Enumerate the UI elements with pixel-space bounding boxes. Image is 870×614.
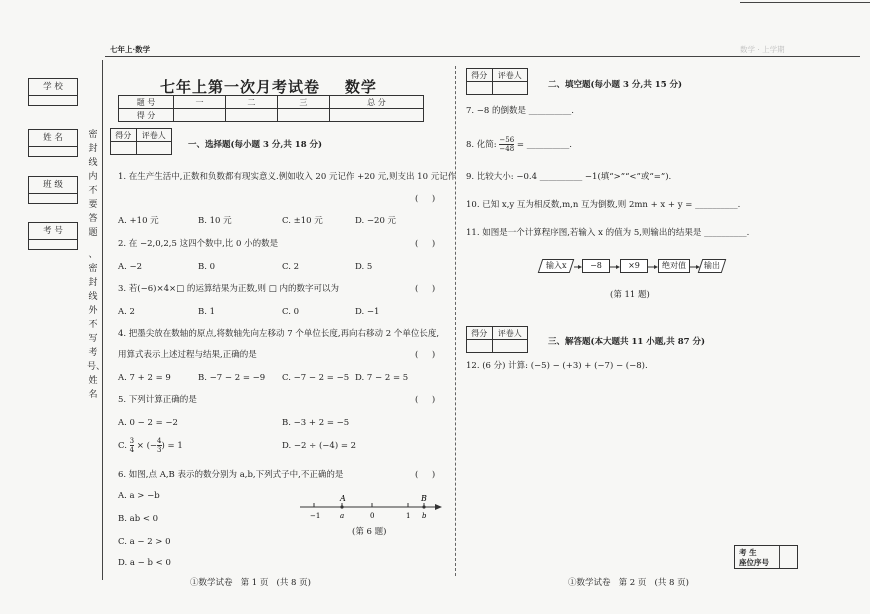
tick-label: a xyxy=(340,512,345,520)
section1-heading: 一、选择题(每小题 3 分,共 18 分) xyxy=(188,140,323,150)
score-cell[interactable] xyxy=(277,109,329,122)
class-label: 班 级 xyxy=(43,180,63,190)
answer-paren[interactable]: ( ) xyxy=(415,239,436,249)
school-label: 学 校 xyxy=(43,82,63,92)
grader-score-label: 得分 xyxy=(467,327,493,340)
option-b: B. 1 xyxy=(198,307,216,317)
class-input[interactable] xyxy=(28,194,78,204)
question-9: 9. 比较大小: −0.4 __________ −1(填“>”“<”或“=”). xyxy=(466,172,672,182)
grader-box-3 xyxy=(466,326,528,353)
score-table-header: 二 xyxy=(225,96,277,109)
point-b-label: B xyxy=(421,494,427,503)
option-a: A. 2 xyxy=(118,307,135,317)
grader-score-cell[interactable] xyxy=(467,340,493,353)
seat-label-line-2: 座位序号 xyxy=(739,558,769,567)
name-field[interactable] xyxy=(28,129,78,147)
grader-score-cell[interactable] xyxy=(467,82,493,95)
score-cell[interactable] xyxy=(225,109,277,122)
option-c: C. a − 2 > 0 xyxy=(118,537,171,547)
seat-number-input[interactable] xyxy=(780,546,797,568)
flow-input-label: 输入x xyxy=(545,261,567,270)
option-c: C. −7 − 2 = −5 xyxy=(282,373,350,383)
score-table-header: 题 号 xyxy=(119,96,174,109)
option-d: D. 7 − 2 = 5 xyxy=(355,373,409,383)
grader-score-label: 得分 xyxy=(467,69,493,82)
question-4-line-2: 用算式表示上述过程与结果,正确的是 xyxy=(118,350,257,360)
exam-number-field[interactable] xyxy=(28,222,78,240)
school-field[interactable] xyxy=(28,78,78,96)
question-8-prefix: 8. 化简: xyxy=(466,140,497,150)
option-c: C. 0 xyxy=(282,307,300,317)
flow-output-label: 输出 xyxy=(704,261,720,270)
name-input[interactable] xyxy=(28,147,78,157)
school-input[interactable] xyxy=(28,96,78,106)
question-4-line-1: 4. 把墨尖放在数轴的原点,将数轴先向左移动 7 个单位长度,再向右移动 2 个单位长度, xyxy=(118,329,440,339)
flow-abs-label: 绝对值 xyxy=(662,261,686,270)
fraction-numerator: −56 xyxy=(499,136,515,144)
option-d: D. 5 xyxy=(355,262,373,272)
seal-line xyxy=(102,60,103,580)
grader-box-2 xyxy=(466,68,528,95)
answer-paren[interactable]: ( ) xyxy=(415,395,436,405)
flow-subtract-label: −8 xyxy=(590,261,602,270)
question-1: 1. 在生产生活中,正数和负数都有现实意义.例如收入 20 元记作 +20 元,则支出 10 元记作 xyxy=(118,172,457,182)
score-table-row-label: 得 分 xyxy=(119,109,174,122)
fraction-denominator: 4 xyxy=(129,446,135,454)
option-a: A. −2 xyxy=(118,262,143,272)
figure-11-caption: (第 11 题) xyxy=(610,290,650,300)
option-b: B. 0 xyxy=(198,262,216,272)
option-c: C. ±10 元 xyxy=(282,216,323,226)
point-a-label: A xyxy=(340,494,346,503)
figure-6-caption: (第 6 题) xyxy=(352,527,387,537)
tick-label: b xyxy=(422,512,427,520)
question-7: 7. −8 的倒数是 __________. xyxy=(466,106,574,116)
grader-label: 评卷人 xyxy=(492,69,527,82)
fraction xyxy=(499,136,514,153)
grader-name-cell[interactable] xyxy=(492,340,527,353)
score-cell[interactable] xyxy=(174,109,226,122)
number-line xyxy=(296,490,446,522)
question-12: 12. (6 分) 计算: (−5) − (+3) + (−7) − (−8). xyxy=(466,361,648,371)
option-c-prefix: C. xyxy=(118,441,127,451)
grader-label: 评卷人 xyxy=(136,129,171,142)
top-corner-rule xyxy=(740,2,870,3)
flow-arrows xyxy=(570,260,710,274)
fraction-numerator: 4 xyxy=(157,437,162,445)
option-d: D. −20 元 xyxy=(355,216,397,226)
option-b: B. −7 − 2 = −9 xyxy=(198,373,266,383)
question-8-suffix: = __________. xyxy=(516,140,572,150)
option-b: B. −3 + 2 = −5 xyxy=(282,418,350,428)
question-6: 6. 如图,点 A,B 表示的数分别为 a,b,下列式子中,不正确的是 xyxy=(118,470,344,480)
score-table-header: 三 xyxy=(277,96,329,109)
column-divider xyxy=(455,66,456,576)
grader-name-cell[interactable] xyxy=(136,142,171,155)
flow-input-box xyxy=(538,259,575,273)
flow-multiply-label: ×9 xyxy=(628,261,640,270)
option-d: D. −2 ÷ (−4) = 2 xyxy=(282,441,357,451)
seal-text-upper: 密封线内不要答题 xyxy=(88,130,98,238)
seal-text-lower: 、密封线外不写考号、姓名 xyxy=(87,250,106,400)
option-d: D. a − b < 0 xyxy=(118,558,171,568)
answer-paren[interactable]: ( ) xyxy=(415,284,436,294)
question-8 xyxy=(466,136,572,153)
option-a: A. 7 + 2 = 9 xyxy=(118,373,171,383)
score-table-header: 总 分 xyxy=(329,96,423,109)
class-field[interactable] xyxy=(28,176,78,194)
question-11: 11. 如图是一个计算程序图,若输入 x 的值为 5,则输出的结果是 __________. xyxy=(466,228,750,238)
option-b: B. 10 元 xyxy=(198,216,232,226)
fraction xyxy=(130,437,134,454)
header-left-label: 七年上·数学 xyxy=(110,45,151,54)
fraction-denominator: 3 xyxy=(157,446,162,454)
fraction-denominator: −48 xyxy=(499,145,515,153)
grader-label: 评卷人 xyxy=(492,327,527,340)
student-info-fields xyxy=(28,78,78,250)
footer-right: ①数学试卷 第 2 页 (共 8 页) xyxy=(568,578,689,588)
grader-score-label: 得分 xyxy=(111,129,137,142)
question-2: 2. 在 −2,0,2,5 这四个数中,比 0 小的数是 xyxy=(118,239,279,249)
exam-number-input[interactable] xyxy=(28,240,78,250)
option-b: B. ab < 0 xyxy=(118,514,159,524)
grader-score-cell[interactable] xyxy=(111,142,137,155)
option-c xyxy=(118,437,183,454)
grader-name-cell[interactable] xyxy=(492,82,527,95)
option-a: A. a > −b xyxy=(118,491,160,501)
page-title: 七年上第一次月考试卷 数学 xyxy=(160,78,377,96)
tick-label: 1 xyxy=(406,512,411,520)
seat-number-box xyxy=(734,545,798,569)
answer-paren[interactable]: ( ) xyxy=(415,470,436,480)
seat-label-line-1: 考 生 xyxy=(739,548,757,557)
score-table xyxy=(118,95,424,122)
grader-box-1 xyxy=(110,128,172,155)
question-5: 5. 下列计算正确的是 xyxy=(118,395,197,405)
name-label: 姓 名 xyxy=(43,133,63,143)
exam-number-label: 考 号 xyxy=(43,226,63,236)
score-cell[interactable] xyxy=(329,109,423,122)
section2-heading: 二、填空题(每小题 3 分,共 15 分) xyxy=(548,80,683,90)
option-a: A. 0 − 2 = −2 xyxy=(118,418,178,428)
header-rule xyxy=(105,56,860,57)
answer-paren[interactable]: ( ) xyxy=(415,194,436,204)
tick-label: −1 xyxy=(310,512,321,520)
option-c: C. 2 xyxy=(282,262,300,272)
fraction-numerator: 3 xyxy=(129,437,135,445)
option-a: A. +10 元 xyxy=(118,216,159,226)
score-table-header: 一 xyxy=(174,96,226,109)
tick-label: 0 xyxy=(370,512,375,520)
question-10: 10. 已知 x,y 互为相反数,m,n 互为倒数,则 2mn + x + y = __________. xyxy=(466,200,741,210)
section3-heading: 三、解答题(本大题共 11 小题,共 87 分) xyxy=(548,337,705,347)
option-d: D. −1 xyxy=(355,307,380,317)
answer-paren[interactable]: ( ) xyxy=(415,350,436,360)
option-c-mid: × (− xyxy=(136,441,158,451)
option-c-suffix: ) = 1 xyxy=(161,441,183,451)
question-3: 3. 若(−6)×4×□ 的运算结果为正数,则 □ 内的数字可以为 xyxy=(118,284,339,294)
header-right-label: 数学 · 上学期 xyxy=(740,45,785,54)
footer-left: ①数学试卷 第 1 页 (共 8 页) xyxy=(190,578,311,588)
